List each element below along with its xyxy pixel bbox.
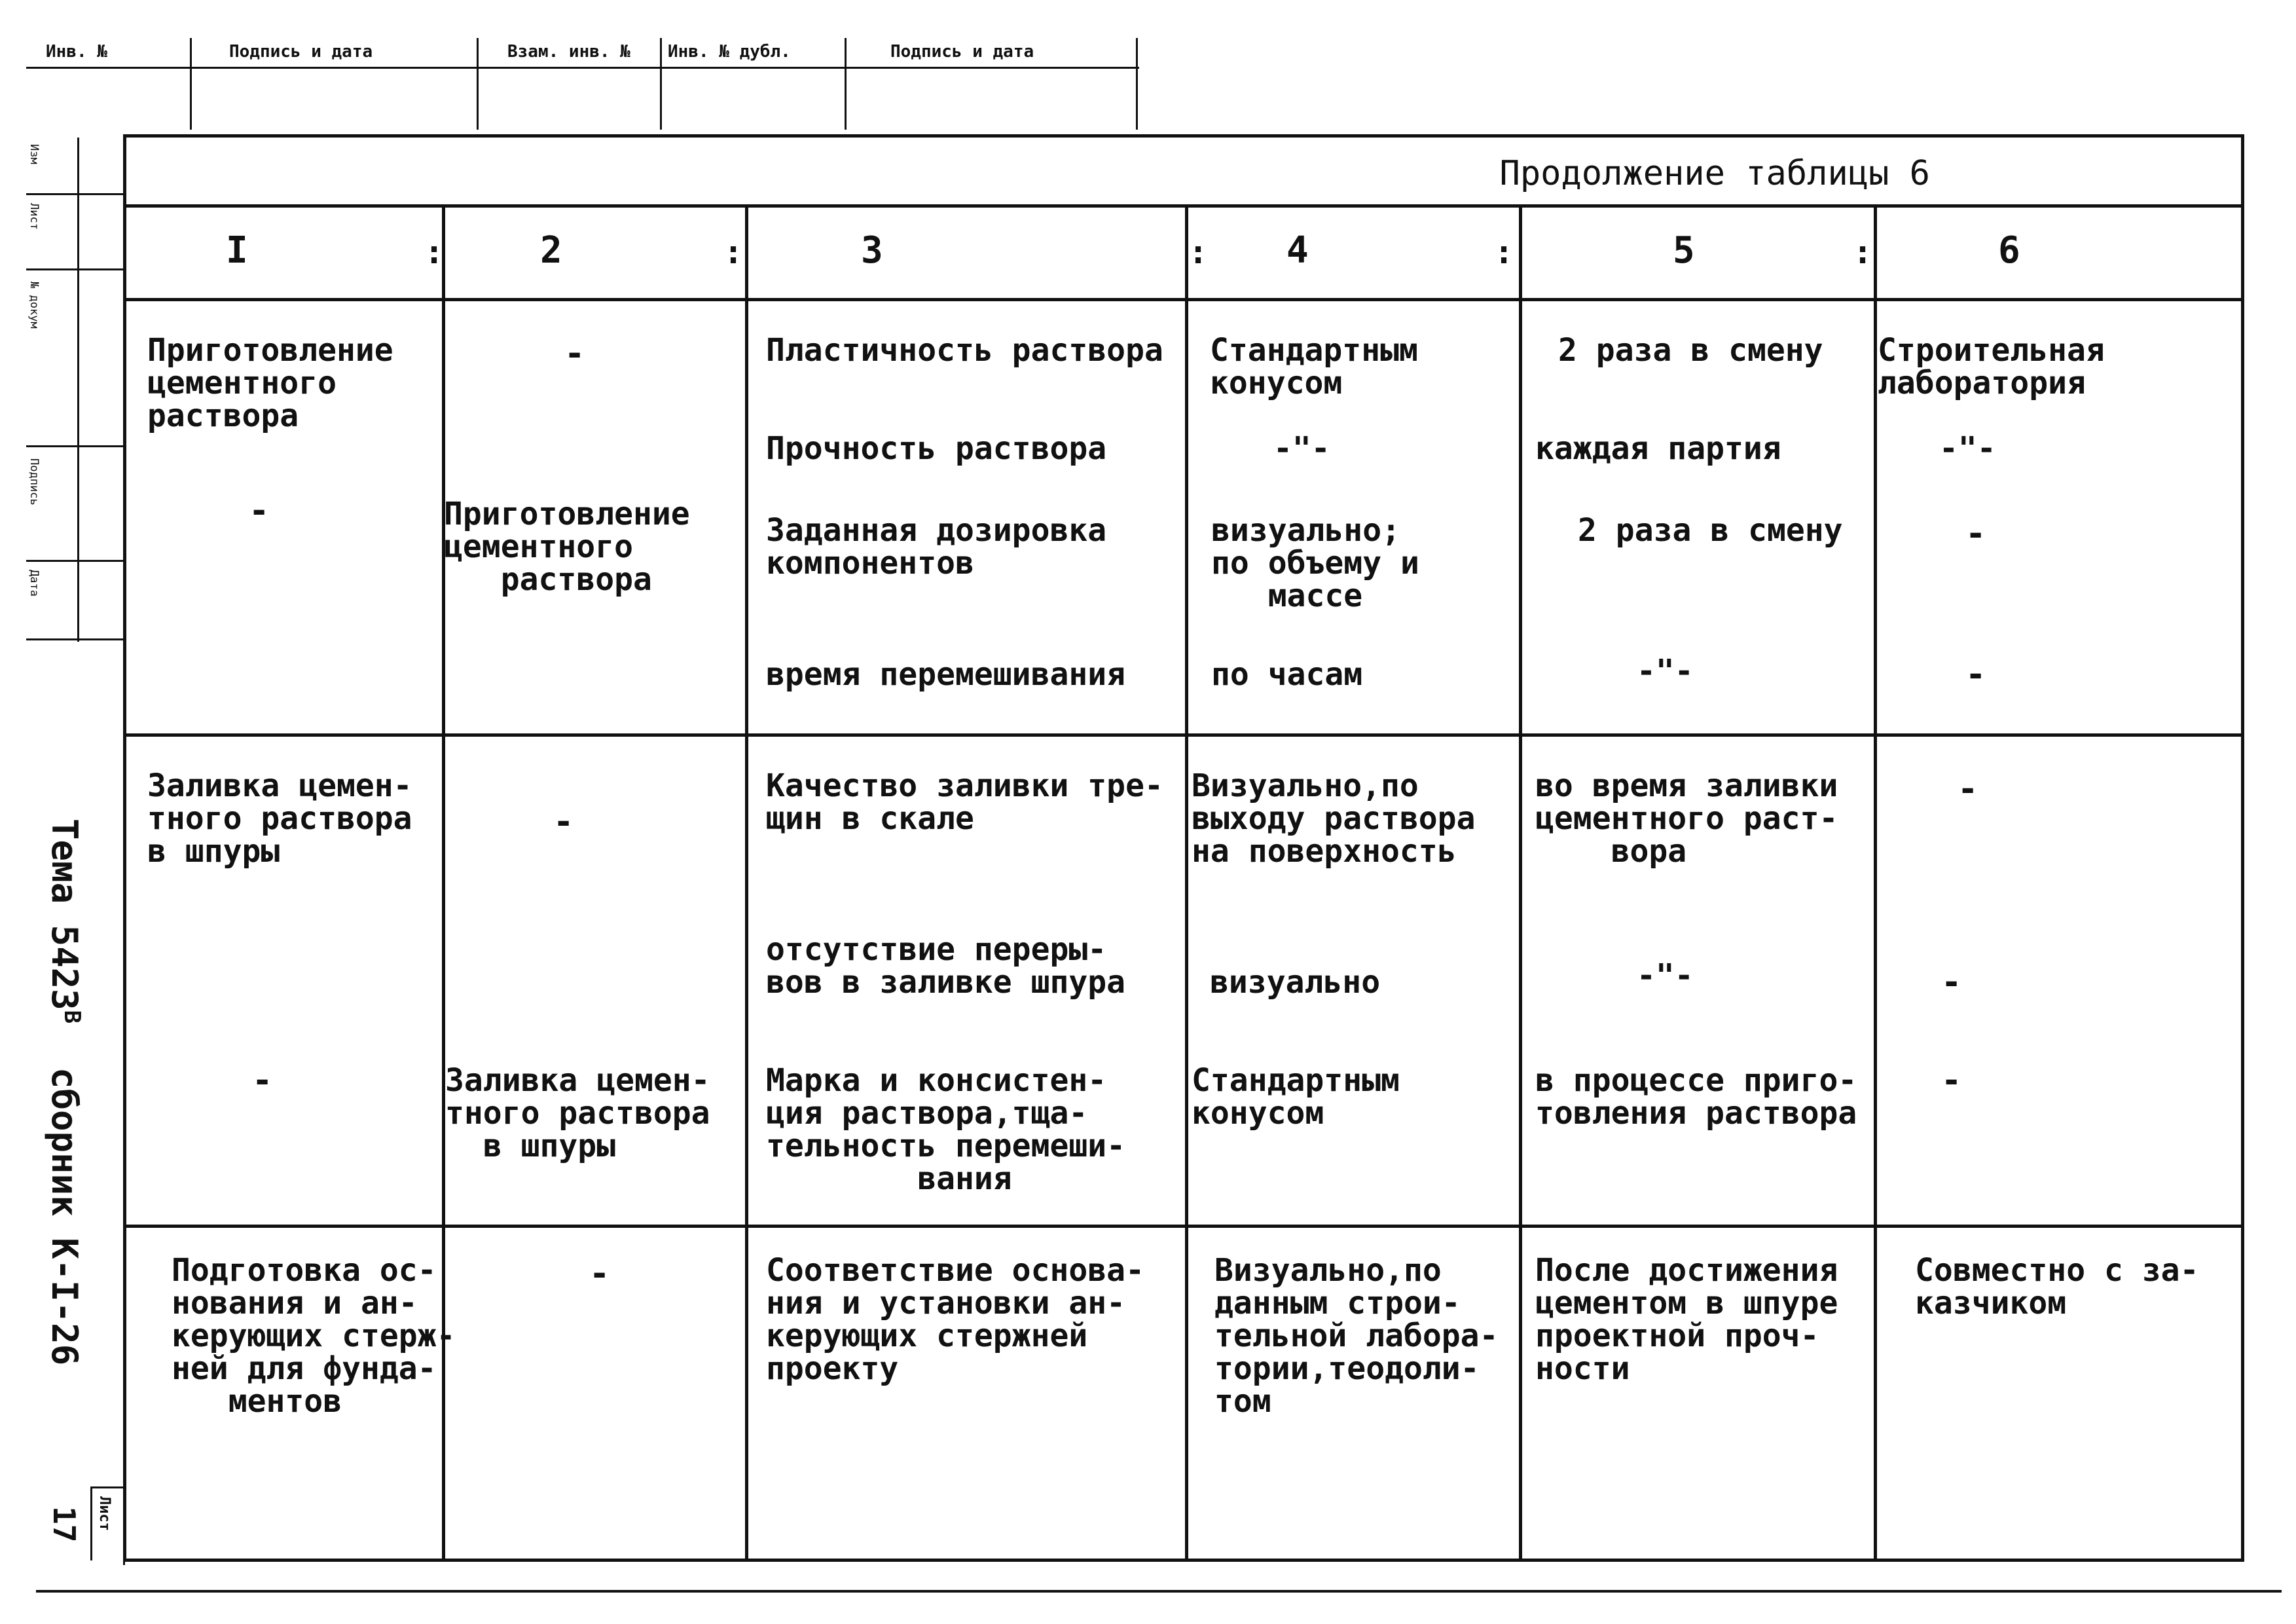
header-separator: : <box>1494 233 1514 271</box>
stamp-divider <box>190 38 192 130</box>
column-divider <box>745 206 748 1562</box>
column-header-2: 2 <box>540 229 562 272</box>
header-separator: : <box>424 233 445 271</box>
row1-col4-b: -"- <box>1273 430 1330 467</box>
collection-label: сборник К-I-26 <box>44 1067 85 1366</box>
sheet-label: Лист <box>96 1496 113 1531</box>
row1-col3-c: Заданная дозировка компонентов <box>766 512 1107 581</box>
row3-col4-text: Визуально,по данным строи- тельной лабора- тории,теодоли- том <box>1214 1252 1499 1420</box>
row1-col3-d: время перемешивания <box>766 656 1126 693</box>
row1-col4-d: по часам <box>1211 656 1363 693</box>
side-rule <box>26 268 124 270</box>
row1-col2-text: Приготовление цементного раствора <box>444 496 690 598</box>
row2-col5-c: в процессе приго- товления раствора <box>1535 1062 1857 1132</box>
stamp-inv-no: Инв. № <box>46 42 107 62</box>
row3-col5-text: После достижения цементом в шпуре проектной проч- ности <box>1535 1252 1838 1387</box>
header-separator: : <box>1853 233 1873 271</box>
column-divider <box>1874 206 1877 1562</box>
stamp-rule <box>26 67 1139 69</box>
row2-col3-c: Марка и консистен- ция раствора,тща- тельность перемеши- вания <box>766 1062 1126 1197</box>
row2-col4-a: Визуально,по выходу раствора на поверхность <box>1192 767 1476 870</box>
column-header-4: 4 <box>1286 229 1309 272</box>
row1-col3-a: Пластичность раствора <box>766 332 1163 369</box>
row1-col1-text: Приготовление цементного раствора <box>147 332 393 434</box>
row2-col2-text: Заливка цемен- тного раствора в шпуры <box>445 1062 710 1164</box>
side-rule <box>26 638 124 640</box>
row1-col6-a: Строительная лаборатория <box>1878 332 2105 401</box>
stamp-divider <box>477 38 479 130</box>
row1-col1-dash: - <box>249 491 270 530</box>
column-divider <box>1519 206 1522 1562</box>
page-bottom-rule <box>36 1590 2282 1593</box>
stamp-signature-date-2: Подпись и дата <box>890 42 1034 62</box>
stamp-dup-inv: Инв. № дубл. <box>668 42 791 62</box>
side-rule <box>26 193 124 195</box>
side-label-signature: Подпись <box>27 458 41 506</box>
stamp-divider <box>845 38 847 130</box>
row-rule <box>123 1225 2244 1228</box>
row3-col1-text: Подготовка ос- нования и ан- керующих стерж- ней для фунда- ментов <box>172 1252 456 1420</box>
row3-col2-dash: - <box>589 1254 610 1293</box>
row2-col1-dash: - <box>252 1061 273 1100</box>
side-label-change: Изм <box>27 144 41 164</box>
continuation-title: Продолжение таблицы 6 <box>1499 154 1930 193</box>
stamp-divider <box>660 38 662 130</box>
column-header-6: 6 <box>1998 229 2020 272</box>
row3-col3-text: Соответствие основа- ния и установки ан- керующих стержней проекту <box>766 1252 1144 1387</box>
row1-col5-c: 2 раза в смену <box>1578 512 1843 549</box>
row2-col3-b: отсутствие переры- вов в заливке шпура <box>766 931 1126 1001</box>
row1-col3-b: Прочность раствора <box>766 430 1107 467</box>
side-rule <box>26 560 124 562</box>
row1-col5-d: -"- <box>1637 653 1694 690</box>
side-rule <box>26 445 124 447</box>
row1-col5-b: каждая партия <box>1535 430 1781 467</box>
row2-col5-a: во время заливки цементного раст- вора <box>1535 767 1838 870</box>
stamp-divider <box>1136 38 1138 130</box>
stamp-signature-date: Подпись и дата <box>229 42 373 62</box>
row1-col6-c: - <box>1965 514 1986 553</box>
column-header-3: 3 <box>861 229 883 272</box>
row1-col6-d: - <box>1965 655 1986 694</box>
row1-col5-a: 2 раза в смену <box>1558 332 1823 369</box>
column-divider <box>1185 206 1188 1562</box>
row2-col1-text: Заливка цемен- тного раствора в шпуры <box>147 767 412 870</box>
continuation-row <box>123 134 2244 208</box>
row2-col4-b: визуально <box>1210 964 1381 1001</box>
row2-col2-dash: - <box>553 802 574 841</box>
row2-col3-a: Качество заливки тре- щин в скале <box>766 767 1163 837</box>
row-rule <box>123 733 2244 737</box>
row2-col6-c: - <box>1941 1061 1962 1100</box>
column-header-5: 5 <box>1673 229 1695 272</box>
row1-col4-a: Стандартным конусом <box>1210 332 1418 401</box>
side-rule <box>77 138 79 642</box>
side-label-date: Дата <box>27 570 41 597</box>
column-header-1: I <box>226 229 248 272</box>
row2-col5-b: -"- <box>1637 957 1694 994</box>
row2-col6-b: - <box>1941 963 1962 1002</box>
row1-col2-dash: - <box>564 334 585 373</box>
side-label-sheet: Лист <box>27 203 41 230</box>
theme-label: Тема $5423^В$ <box>44 819 85 1024</box>
row2-col6-a: - <box>1958 769 1978 809</box>
sheet-number: 17 <box>46 1506 82 1543</box>
header-separator: : <box>1188 233 1209 271</box>
header-rule <box>123 298 2244 301</box>
row1-col4-c: визуально; по объему и массе <box>1211 512 1419 614</box>
stamp-replace-inv: Взам. инв. № <box>507 42 630 62</box>
row2-col4-c: Стандартным конусом <box>1192 1062 1400 1132</box>
row1-col6-b: -"- <box>1939 430 1996 467</box>
header-separator: : <box>723 233 744 271</box>
side-label-doc-no: № докум <box>27 282 41 329</box>
row3-col6-text: Совместно с за- казчиком <box>1915 1252 2199 1321</box>
